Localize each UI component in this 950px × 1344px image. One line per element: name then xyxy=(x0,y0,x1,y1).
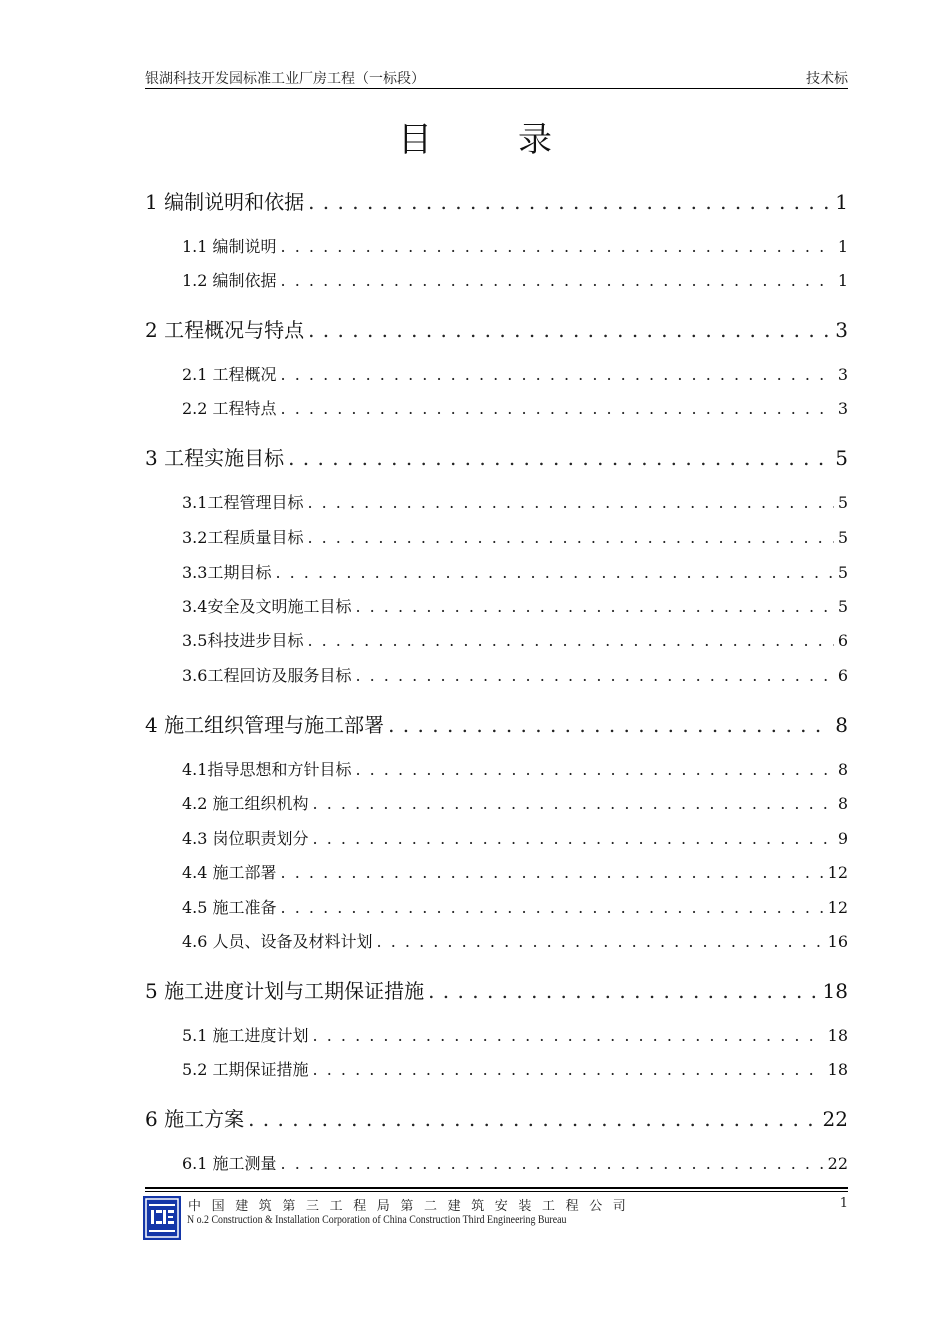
toc-entry-label: 6.1 施工测量 xyxy=(182,1154,277,1173)
toc-section-entry[interactable] xyxy=(182,929,848,952)
company-logo xyxy=(143,1196,181,1240)
toc-entry-page: 18 xyxy=(827,1060,848,1079)
toc-entry-label: 5 施工进度计划与工期保证措施 xyxy=(145,979,425,1003)
toc-leader-dots xyxy=(281,898,824,917)
toc-section-entry[interactable] xyxy=(182,396,848,419)
header-doc-type: 技术标 xyxy=(806,71,848,87)
toc-chapter-entry[interactable] xyxy=(145,1103,848,1132)
toc-leader-dots xyxy=(281,863,824,882)
toc-chapter-entry[interactable] xyxy=(145,709,848,738)
toc-leader-dots xyxy=(281,237,834,256)
toc-section-entry[interactable] xyxy=(182,663,848,686)
toc-leader-dots xyxy=(288,446,831,470)
toc-entry-page: 1 xyxy=(837,237,848,256)
toc-entry-page: 8 xyxy=(835,713,848,737)
toc-chapter-entry[interactable] xyxy=(145,314,848,343)
toc-leader-dots xyxy=(355,666,833,685)
toc-entry-label: 3.2工程质量目标 xyxy=(182,528,304,547)
toc-section-entry[interactable] xyxy=(182,234,848,257)
toc-section-entry[interactable] xyxy=(182,594,848,617)
toc-entry-label: 5.2 工期保证措施 xyxy=(182,1060,309,1079)
toc-entry-label: 6 施工方案 xyxy=(145,1107,245,1131)
footer-company-en: N o.2 Construction & Installation Corporation of China Construction Third Engineering Bureau xyxy=(187,1214,567,1226)
toc-entry-label: 3.5科技进步目标 xyxy=(182,631,304,650)
toc-leader-dots xyxy=(308,190,831,214)
toc-leader-dots xyxy=(281,271,834,290)
toc-entry-label: 2.1 工程概况 xyxy=(182,365,277,384)
toc-leader-dots xyxy=(388,713,831,737)
toc-leader-dots xyxy=(428,979,818,1003)
toc-entry-label: 1.1 编制说明 xyxy=(182,237,277,256)
toc-leader-dots xyxy=(307,528,833,547)
toc-leader-dots xyxy=(355,597,833,616)
toc-section-entry[interactable] xyxy=(182,860,848,883)
toc-entry-page: 5 xyxy=(837,528,848,547)
toc-section-entry[interactable] xyxy=(182,490,848,513)
toc-section-entry[interactable] xyxy=(182,1151,848,1174)
footer-rule-thick xyxy=(145,1187,848,1189)
toc-entry-label: 1 编制说明和依据 xyxy=(145,190,305,214)
toc-section-entry[interactable] xyxy=(182,1023,848,1046)
toc-entry-page: 5 xyxy=(837,563,848,582)
toc-entry-page: 3 xyxy=(835,318,848,342)
toc-entry-label: 3.6工程回访及服务目标 xyxy=(182,666,352,685)
toc-section-entry[interactable] xyxy=(182,628,848,651)
toc-entry-page: 5 xyxy=(837,493,848,512)
toc-section-entry[interactable] xyxy=(182,826,848,849)
toc-leader-dots xyxy=(281,399,834,418)
toc-section-entry[interactable] xyxy=(182,362,848,385)
toc-entry-label: 5.1 施工进度计划 xyxy=(182,1026,309,1045)
toc-leader-dots xyxy=(313,829,834,848)
toc-entry-label: 2.2 工程特点 xyxy=(182,399,277,418)
toc-entry-page: 22 xyxy=(822,1107,848,1131)
toc-chapter-entry[interactable] xyxy=(145,975,848,1004)
header-project-title: 银湖科技开发园标准工业厂房工程（一标段） xyxy=(145,71,425,87)
footer-company-cn: 中国建筑第三工程局第二建筑安装工程公司 xyxy=(188,1199,637,1214)
toc-entry-page: 1 xyxy=(835,190,848,214)
toc-leader-dots xyxy=(275,563,833,582)
toc-entry-label: 4.2 施工组织机构 xyxy=(182,794,309,813)
toc-entry-label: 4.1指导思想和方针目标 xyxy=(182,760,352,779)
toc-entry-page: 18 xyxy=(822,979,848,1003)
toc-entry-page: 3 xyxy=(837,365,848,384)
toc-section-entry[interactable] xyxy=(182,560,848,583)
toc-entry-page: 16 xyxy=(827,932,848,951)
toc-entry-page: 6 xyxy=(837,666,848,685)
toc-entry-page: 18 xyxy=(827,1026,848,1045)
page-header xyxy=(145,64,848,90)
toc-leader-dots xyxy=(355,760,833,779)
toc-leader-dots xyxy=(377,932,824,951)
toc-entry-page: 12 xyxy=(827,863,848,882)
toc-leader-dots xyxy=(307,631,833,650)
toc-leader-dots xyxy=(313,794,834,813)
header-rule xyxy=(145,88,848,89)
toc-entry-page: 3 xyxy=(837,399,848,418)
toc-section-entry[interactable] xyxy=(182,268,848,291)
toc-entry-label: 4 施工组织管理与施工部署 xyxy=(145,713,385,737)
toc-entry-label: 3.4安全及文明施工目标 xyxy=(182,597,352,616)
toc-entry-label: 4.4 施工部署 xyxy=(182,863,277,882)
toc-entry-page: 12 xyxy=(827,898,848,917)
toc-entry-page: 5 xyxy=(837,597,848,616)
toc-leader-dots xyxy=(313,1026,824,1045)
toc-entry-label: 1.2 编制依据 xyxy=(182,271,277,290)
toc-entry-page: 22 xyxy=(827,1154,848,1173)
toc-entry-label: 4.3 岗位职责划分 xyxy=(182,829,309,848)
title-char-2: 录 xyxy=(518,120,552,160)
footer-rule-thin xyxy=(145,1191,848,1192)
toc-entry-label: 3.3工期目标 xyxy=(182,563,272,582)
toc-leader-dots xyxy=(307,493,833,512)
title-char-1: 目 xyxy=(398,120,432,160)
footer-page-number: 1 xyxy=(839,1196,848,1211)
toc-entry-page: 9 xyxy=(837,829,848,848)
toc-entry-page: 8 xyxy=(837,760,848,779)
toc-entry-label: 4.5 施工准备 xyxy=(182,898,277,917)
toc-section-entry[interactable] xyxy=(182,895,848,918)
toc-entry-page: 5 xyxy=(835,446,848,470)
toc-leader-dots xyxy=(281,365,834,384)
toc-entry-page: 8 xyxy=(837,794,848,813)
toc-entry-label: 3 工程实施目标 xyxy=(145,446,285,470)
toc-section-entry[interactable] xyxy=(182,525,848,548)
toc-chapter-entry[interactable] xyxy=(145,442,848,471)
toc-entry-label: 4.6 人员、设备及材料计划 xyxy=(182,932,373,951)
toc-section-entry[interactable] xyxy=(182,757,848,780)
toc-entry-page: 6 xyxy=(837,631,848,650)
page-title xyxy=(0,112,950,161)
toc-chapter-entry[interactable] xyxy=(145,186,848,215)
toc-leader-dots xyxy=(248,1107,818,1131)
toc-leader-dots xyxy=(281,1154,824,1173)
toc-leader-dots xyxy=(313,1060,824,1079)
toc-section-entry[interactable] xyxy=(182,791,848,814)
toc-entry-label: 2 工程概况与特点 xyxy=(145,318,305,342)
toc-section-entry[interactable] xyxy=(182,1057,848,1080)
toc-entry-page: 1 xyxy=(837,271,848,290)
toc-entry-label: 3.1工程管理目标 xyxy=(182,493,304,512)
toc-leader-dots xyxy=(308,318,831,342)
